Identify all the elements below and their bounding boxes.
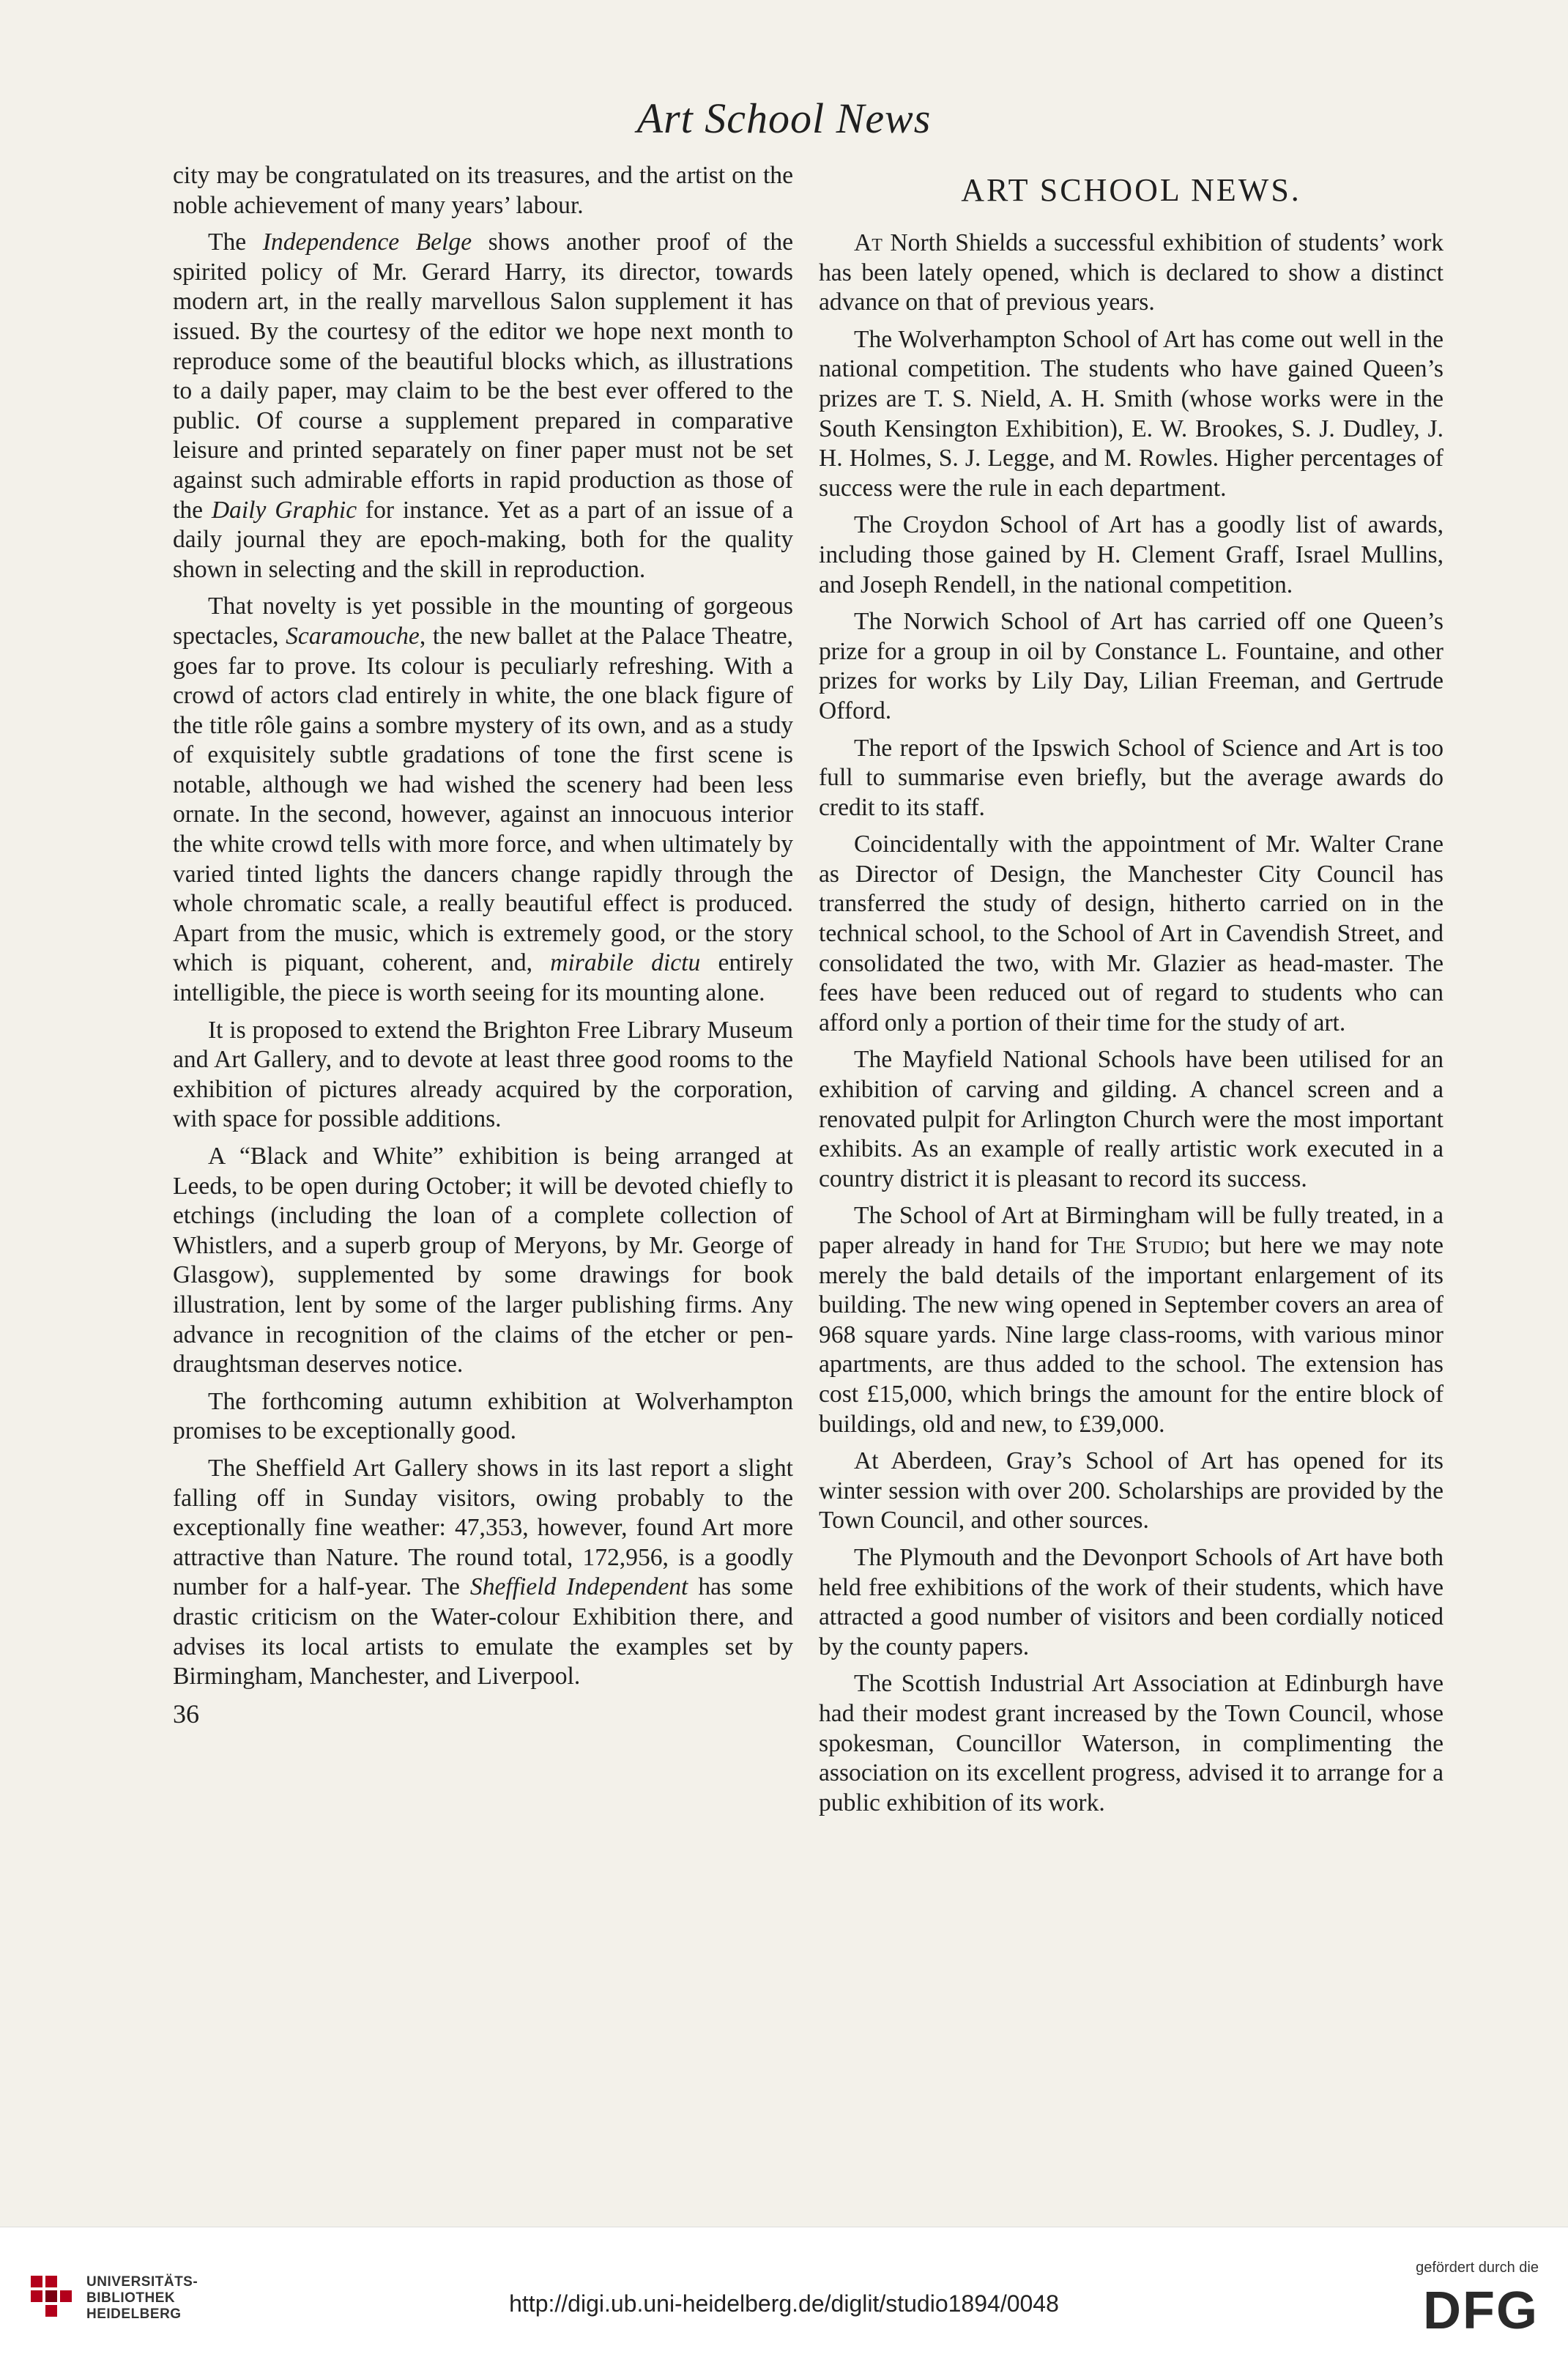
running-head: Art School News [636, 94, 932, 142]
paragraph: The Sheffield Art Gallery shows in its last report a slight falling off in Sunday visitors, owing probably to the exceptionally fine weather: 47,353, however, found Art more attractive than Nature. The round total, 172,956, is a goodly number for a half-year. The Sheffield Independent has some drastic criticism on the Water-colour Exhibition there, and advises its local artists to emulate the examples set by Birmingham, Manchester, and Liverpool. [173, 1454, 794, 1690]
italic-text: Independence Belge [262, 229, 472, 256]
funder-caption: gefördert durch die [1416, 2260, 1539, 2276]
italic-text: Sheffield Independent [469, 1573, 688, 1601]
paragraph: The report of the Ipswich School of Science and Art is too full to summarise even briefly, but the average awards do credit to its staff. [819, 734, 1443, 821]
library-name-line: UNIVERSITÄTS- [86, 2274, 198, 2290]
section-title: ART SCHOOL NEWS. [961, 172, 1301, 208]
paragraph: city may be congratulated on its treasures, and the artist on the noble achievement of many years’ labour. [173, 162, 793, 219]
paragraph: The Independence Belge shows another proof of the spirited policy of Mr. Gerard Harry, its director, towards modern art, in the really marvellous Salon supplement it has issued. By the courtesy of the editor we hope next month to reproduce some of the beautiful blocks which, as illustrations to a daily paper, may claim to be the best ever offered to the public. Of course a supplement prepared in comparative leisure and printed separately on finer paper must not be set against such admirable efforts in rapid production as those of the Daily Graphic for instance. Yet as a part of an issue of a daily journal they are epoch-making, both for the quality shown in selecting and the skill in reproduction. [173, 229, 794, 583]
paragraph: The forthcoming autumn exhibition at Wolverhampton promises to be exceptionally good. [173, 1387, 793, 1445]
italic-text: Daily Graphic [211, 496, 357, 524]
right-paragraphs [819, 229, 1443, 1818]
small-caps-text: The Studio [1087, 1232, 1204, 1259]
left-column [173, 161, 793, 1729]
italic-text: mirabile dictu [550, 949, 701, 977]
paragraph: Coincidentally with the appointment of Mr. Walter Crane as Director of Design, the Manchester City Council has transferred the study of design, hitherto carried on in the technical school, to the School of Art in Cavendish Street, and consolidated the two, with Mr. Glazier as head-master. The fees have been reduced out of regard to students who can afford only a portion of their time for the study of art. [819, 831, 1443, 1036]
paragraph: The School of Art at Birmingham will be fully treated, in a paper already in hand for The Studio; but here we may note merely the bald details of the important enlargement of its building. The new wing opened in September covers an area of 968 square yards. Nine large class-rooms, with various minor apartments, are thus added to the school. The extension has cost £15,000, which brings the amount for the entire block of buildings, old and new, to £39,000. [819, 1202, 1443, 1438]
paragraph: The Norwich School of Art has carried off one Queen’s prize for a group in oil by Constance L. Fountaine, and other prizes for works by Lily Day, Lilian Freeman, and Gertrude Offord. [819, 608, 1443, 724]
paragraph: At North Shields a successful exhibition of students’ work has been lately opened, which is declared to show a distinct advance on that of previous years. [819, 229, 1443, 316]
left-paragraphs [173, 161, 793, 1692]
permalink-url[interactable]: http://digi.ub.uni-heidelberg.de/diglit/studio1894/0048 [509, 2290, 1059, 2317]
page-number: 36 [173, 1699, 199, 1729]
paragraph: The Plymouth and the Devonport Schools of Art have both held free exhibitions of the work of their students, which have attracted a good number of visitors and been cordially noticed by the county papers. [819, 1543, 1443, 1660]
small-caps-text: At [854, 229, 883, 256]
paragraph: It is proposed to extend the Brighton Free Library Museum and Art Gallery, and to devote at least three good rooms to the exhibition of pictures already acquired by the corporation, with space for possible additions. [173, 1016, 793, 1133]
paragraph: The Mayfield National Schools have been utilised for an exhibition of carving and gilding. A chancel screen and a renovated pulpit for Arlington Church were the most important exhibits. As an example of really artistic work executed in a country district it is pleasant to record its success. [819, 1046, 1443, 1192]
dfg-logo: DFG [1423, 2282, 1539, 2340]
paragraph: The Scottish Industrial Art Association at Edinburgh have had their modest grant increased by the Town Council, whose spokesman, Councillor Waterson, in complimenting the association on its excellent progress, advised it to arrange for a public exhibition of its work. [819, 1670, 1443, 1816]
paragraph: The Croydon School of Art has a goodly list of awards, including those gained by H. Clement Graff, Israel Mullins, and Joseph Rendell, in the national competition. [819, 511, 1443, 598]
paragraph: At Aberdeen, Gray’s School of Art has opened for its winter session with over 200. Scholarships are provided by the Town Council, and other sources. [819, 1447, 1443, 1534]
right-column [819, 161, 1443, 1825]
library-name-line: BIBLIOTHEK [86, 2290, 176, 2306]
library-name-line: HEIDELBERG [86, 2306, 182, 2322]
viewer-footer [0, 2227, 1568, 2357]
italic-text: Scaramouche [286, 622, 420, 650]
paragraph: That novelty is yet possible in the mounting of gorgeous spectacles, Scaramouche, the new ballet at the Palace Theatre, goes far to prove. Its colour is peculiarly refreshing. With a crowd of actors clad entirely in white, the one black figure of the title rôle gains a sombre mystery of its own, and as a study of exquisitely subtle gradations of tone the first scene is notable, although we had wished the scenery had been less ornate. In the second, however, against an innocuous interior the white crowd tells with more force, and when ultimately by varied tinted lights the dancers change rapidly through the whole chromatic scale, a really beautiful effect is produced. Apart from the music, which is extremely good, or the story which is piquant, coherent, and, mirabile dictu entirely intelligible, the piece is worth seeing for its mounting alone. [173, 593, 794, 1007]
paragraph: The Wolverhampton School of Art has come out well in the national competition. The students who have gained Queen’s prizes are T. S. Nield, A. H. Smith (whose works were in the South Kensington Exhibition), E. W. Brookes, S. J. Dudley, J. H. Holmes, S. J. Legge, and M. Rowles. Higher percentages of success were the rule in each department. [819, 325, 1443, 502]
paragraph: A “Black and White” exhibition is being arranged at Leeds, to be open during October; it will be devoted chiefly to etchings (including the loan of a complete collection of Whistlers, and a superb group of Meryons, by Mr. George of Glasgow), supplemented by some drawings for book illustration, lent by some of the larger publishing firms. Any advance in recognition of the claims of the etcher or pen-draughtsman deserves notice. [173, 1143, 793, 1378]
